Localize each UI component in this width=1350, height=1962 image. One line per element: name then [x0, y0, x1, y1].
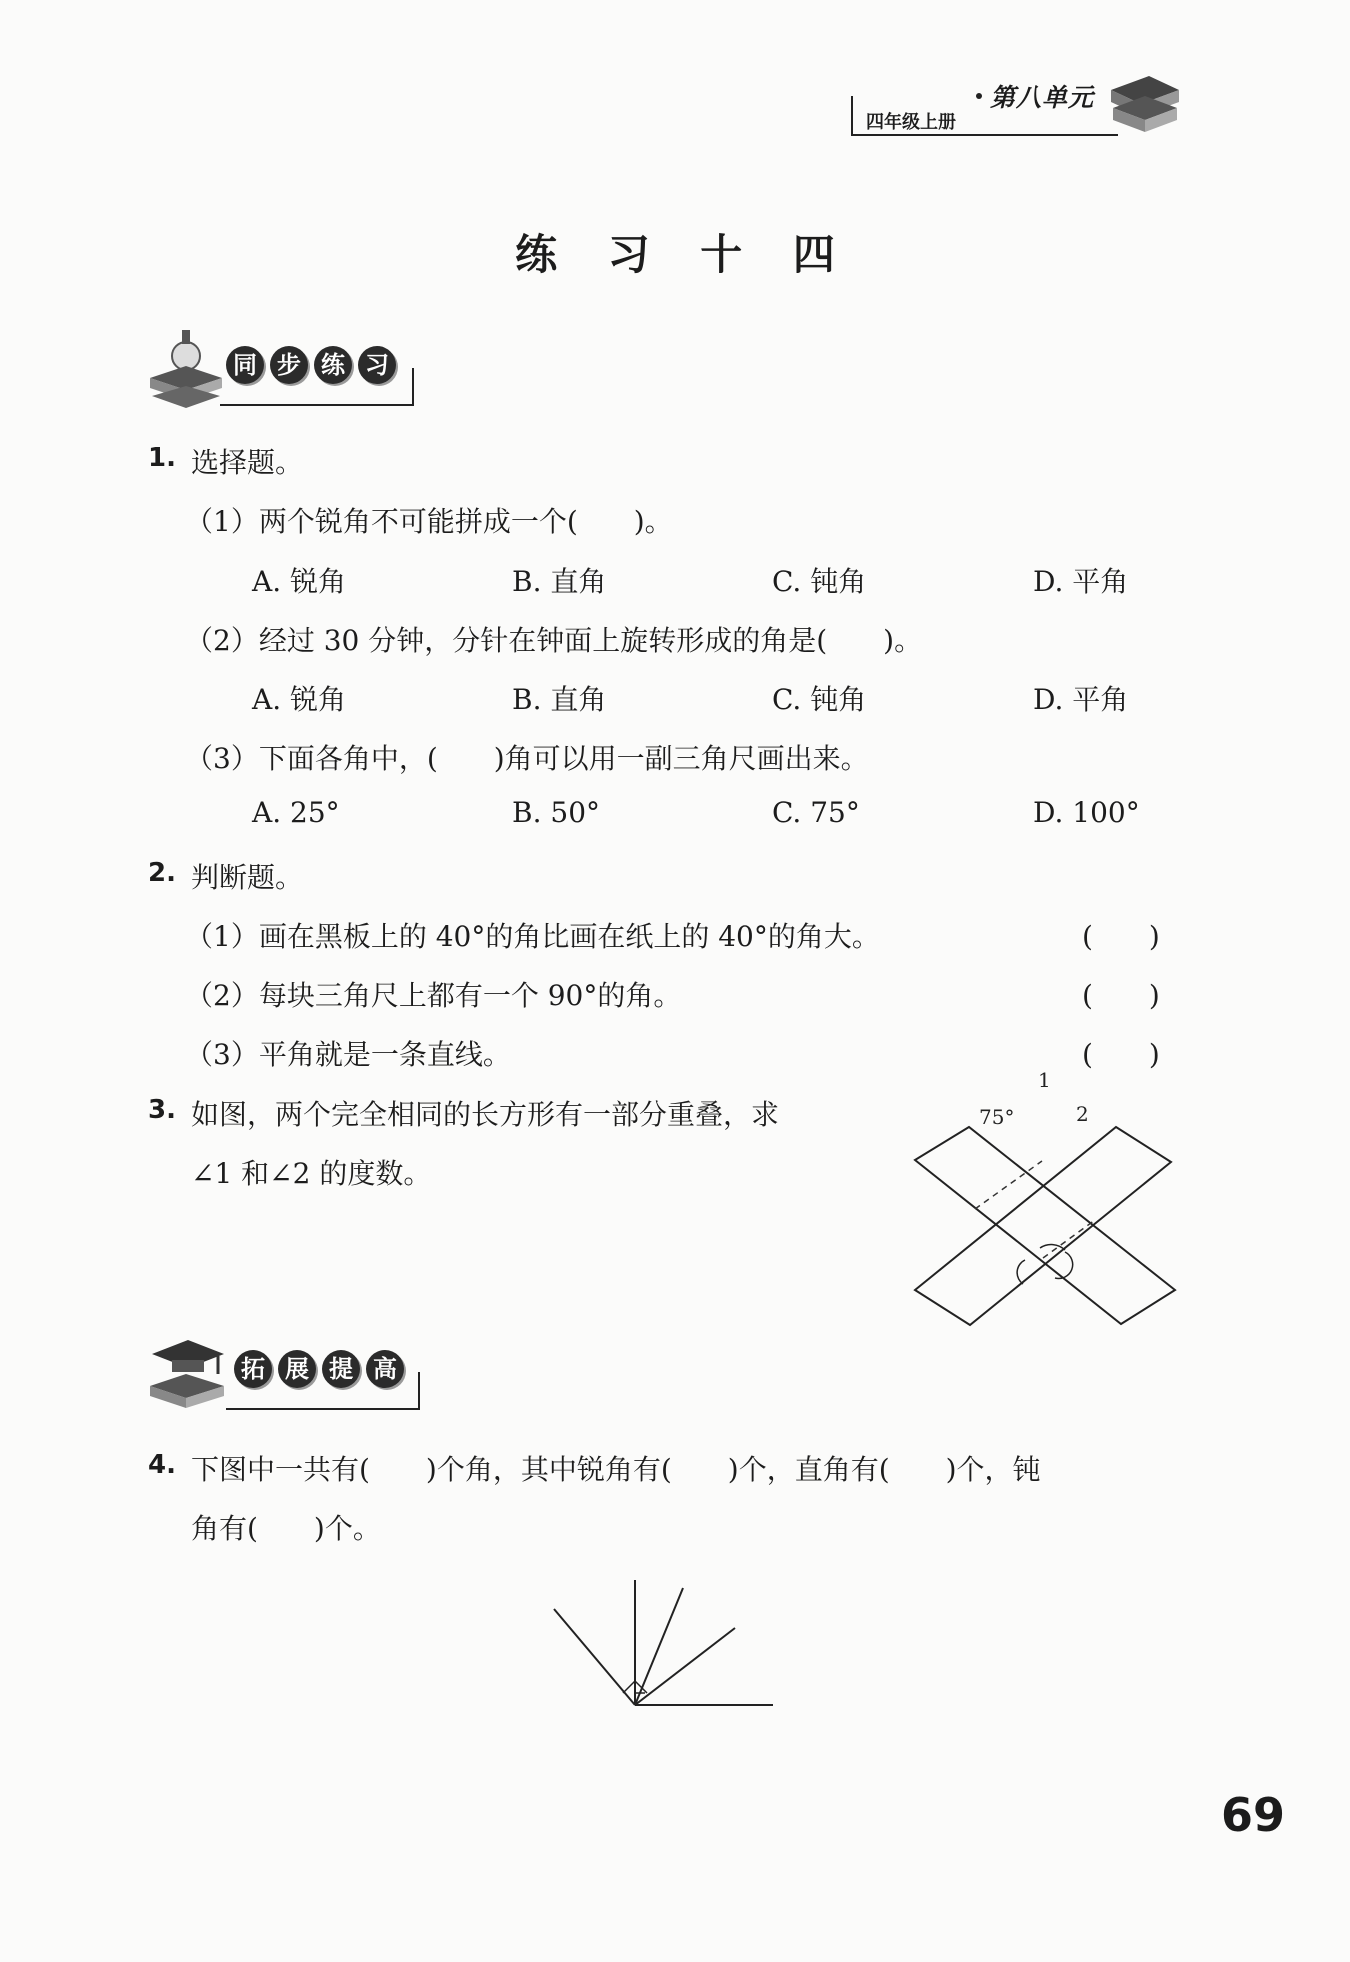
badge-char: 拓: [234, 1350, 272, 1388]
badge-char: 同: [226, 346, 264, 384]
question-number: 2.: [148, 858, 176, 888]
section-banner-sync: [226, 346, 402, 384]
badge-char: 习: [358, 346, 396, 384]
angle-label-75: 75°: [979, 1105, 1015, 1129]
badge-char: 提: [322, 1350, 360, 1388]
lamp-books-icon: [146, 326, 226, 412]
subquestion-text: （2）经过 30 分钟，分针在钟面上旋转形成的角是( )。: [185, 624, 923, 657]
section-banner-extend: [234, 1350, 410, 1388]
option-c: C. 钝角: [772, 683, 867, 716]
badge-char: 展: [278, 1350, 316, 1388]
page-title: 练 习 十 四: [515, 230, 853, 279]
answer-blank: ( ): [1082, 979, 1160, 1012]
page-number: 69: [1221, 1788, 1286, 1842]
question-number: 4.: [148, 1450, 176, 1480]
rays-angle-figure: [545, 1575, 785, 1715]
option-c: C. 75°: [772, 796, 860, 829]
judgment-item: （2）每块三角尺上都有一个 90°的角。: [185, 979, 682, 1012]
question-number: 3.: [148, 1095, 176, 1125]
badge-char: 高: [366, 1350, 404, 1388]
overlapping-rectangles-figure: [905, 1068, 1185, 1330]
answer-blank: ( ): [1082, 1038, 1160, 1071]
option-d: D. 平角: [1033, 683, 1129, 716]
question-number: 1.: [148, 443, 176, 473]
badge-char: 练: [314, 346, 352, 384]
angle-label-2: 2: [1076, 1102, 1089, 1126]
judgment-item: （1）画在黑板上的 40°的角比画在纸上的 40°的角大。: [185, 920, 880, 953]
option-a: A. 锐角: [252, 683, 347, 716]
option-d: D. 100°: [1033, 796, 1140, 829]
badge-char: 步: [270, 346, 308, 384]
option-b: B. 直角: [512, 565, 607, 598]
subquestion-text: （1）两个锐角不可能拼成一个( )。: [185, 505, 673, 538]
option-c: C. 钝角: [772, 565, 867, 598]
books-icon: [1105, 68, 1183, 140]
option-d: D. 平角: [1033, 565, 1129, 598]
option-a: A. 25°: [252, 796, 340, 829]
angle-label-1: 1: [1038, 1068, 1051, 1092]
question-text: 选择题。: [191, 446, 304, 479]
option-a: A. 锐角: [252, 565, 347, 598]
unit-label: 第八单元: [990, 83, 1095, 112]
grade-label: 四年级上册: [866, 112, 956, 133]
header-dot: [976, 93, 982, 99]
subquestion-text: （3）下面各角中，( )角可以用一副三角尺画出来。: [185, 742, 869, 775]
question-text: 如图，两个完全相同的长方形有一部分重叠，求: [191, 1098, 780, 1131]
question-text: 下图中一共有( )个角，其中锐角有( )个，直角有( )个，钝: [191, 1453, 1041, 1486]
graduation-cap-books-icon: [146, 1330, 230, 1416]
question-text: 判断题。: [191, 861, 304, 894]
option-b: B. 直角: [512, 683, 607, 716]
judgment-item: （3）平角就是一条直线。: [185, 1038, 511, 1071]
question-text: ∠1 和∠2 的度数。: [191, 1157, 432, 1190]
answer-blank: ( ): [1082, 920, 1160, 953]
option-b: B. 50°: [512, 796, 601, 829]
question-text: 角有( )个。: [191, 1512, 381, 1545]
